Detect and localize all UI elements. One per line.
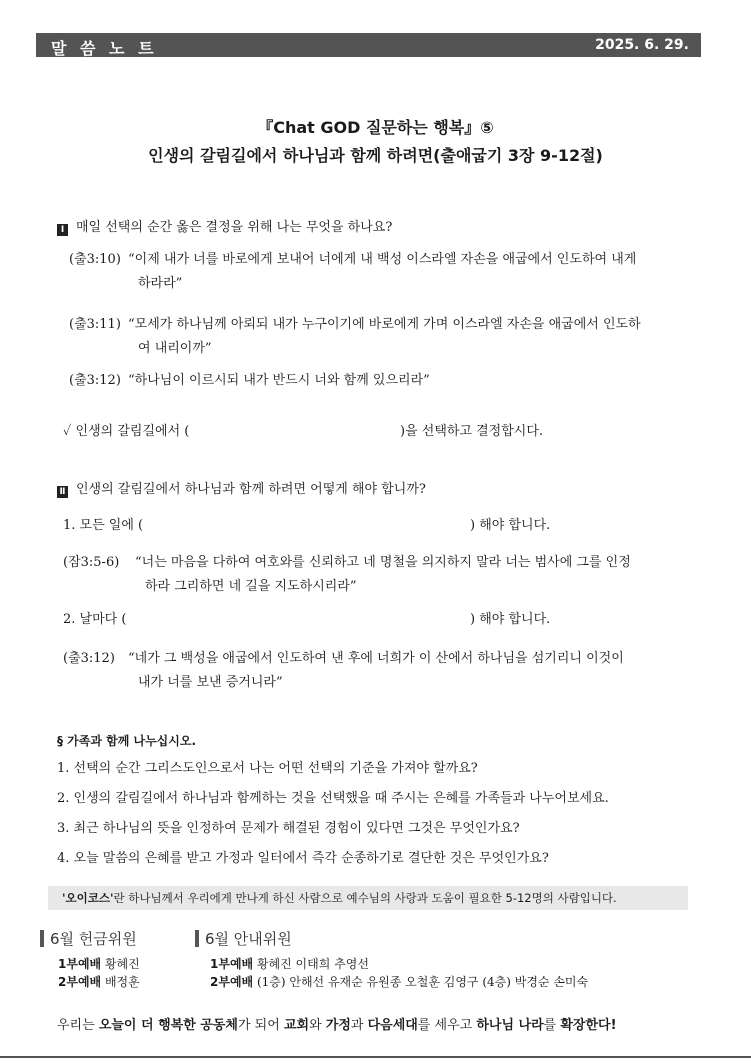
verse-text: “너는 마음을 다하여 여호와를 신뢰하고 네 명철을 의지하지 말라 너는 범사에 그를 인정 하라 그리하면 네 길을 지도하시리라” xyxy=(135,555,631,594)
offering-row: 2부예배 배정훈 xyxy=(58,975,140,989)
fill-in-1-end: ) 해야 합니다. xyxy=(470,518,551,533)
offering-heading: 6월 헌금위원 xyxy=(40,928,137,949)
verse-ref: (출3:12) xyxy=(63,651,115,666)
fill-in-2: 2. 날마다 ( xyxy=(63,612,127,627)
share-question: 3. 최근 하나님의 뜻을 인정하여 문제가 해결된 경험이 있다면 그것은 무엇인가요? xyxy=(57,821,520,836)
section1-question xyxy=(57,218,392,238)
share-question: 1. 선택의 순간 그리스도인으로서 나는 어떤 선택의 기준을 가져야 할까요? xyxy=(57,761,478,776)
check-fill-in-end: )을 선택하고 결정합시다. xyxy=(400,424,544,439)
verse-ref: (잠3:5-6) xyxy=(63,555,120,570)
church-vision: 우리는 오늘이 더 행복한 공동체가 되어 교회와 가정과 다음세대를 세우고 하나님 나라를 확장한다! xyxy=(57,1018,617,1033)
share-question: 4. 오늘 말씀의 은혜를 받고 가정과 일터에서 즉각 순종하기로 결단한 것은 무엇인가요? xyxy=(57,851,549,866)
fill-in-1: 1. 모든 일에 ( xyxy=(63,518,144,533)
footer-divider xyxy=(0,1056,751,1058)
usher-heading: 6월 안내위원 xyxy=(195,928,292,949)
verse-ref: (출3:12) xyxy=(69,373,121,388)
verse-text: “네가 그 백성을 애굽에서 인도하여 낸 후에 너희가 이 산에서 하나님을 섬기리니 이것이 내가 너를 보낸 증거니라” xyxy=(128,651,624,690)
fill-in-2-end: ) 해야 합니다. xyxy=(470,612,551,627)
header-date: 2025. 6. 29. xyxy=(595,37,689,53)
verse-text: “모세가 하나님께 아뢰되 내가 누구이기에 바로에게 가며 이스라엘 자손을 애굽에서 인도하 여 내리이까” xyxy=(128,317,641,356)
check-fill-in: ✓ 인생의 갈림길에서 ( xyxy=(63,424,190,439)
verse-ref: (출3:10) xyxy=(69,252,121,267)
section1-numeral: Ⅰ xyxy=(57,224,68,236)
header-title: 말 씀 노 트 xyxy=(51,39,158,58)
heading-bar xyxy=(195,930,199,947)
share-title: § 가족과 함께 나누십시오. xyxy=(57,734,197,748)
check-icon: ✓ xyxy=(63,424,72,439)
page-header xyxy=(36,33,701,57)
verse-ref: (출3:11) xyxy=(69,317,121,332)
section2-question xyxy=(57,480,426,500)
sermon-series-title: 『Chat GOD 질문하는 행복』⑤ xyxy=(257,118,494,137)
oikos-banner: '오이코스'란 하나님께서 우리에게 만나게 하신 사람으로 예수님의 사랑과 도움이 필요한 5-12명의 사람입니다. xyxy=(48,886,688,910)
section2-numeral: Ⅱ xyxy=(57,486,68,498)
share-question: 2. 인생의 갈림길에서 하나님과 함께하는 것을 선택했을 때 주시는 은혜를 가족들과 나누어보세요. xyxy=(57,791,609,806)
sermon-title: 인생의 갈림길에서 하나님과 함께 하려면(출애굽기 3장 9-12절) xyxy=(148,146,603,165)
verse-text: “이제 내가 너를 바로에게 보내어 너에게 내 백성 이스라엘 자손을 애굽에서 인도하여 내게 하라라” xyxy=(128,252,637,291)
usher-row: 1부예배 황혜진 이태희 추영선 xyxy=(210,957,369,971)
usher-row: 2부예배 (1층) 안해선 유재순 유원종 오철훈 김영구 (4층) 박경순 손미숙 xyxy=(210,975,589,989)
section1-question-text: 매일 선택의 순간 옳은 결정을 위해 나는 무엇을 하나요? xyxy=(76,220,393,235)
section2-question-text: 인생의 갈림길에서 하나님과 함께 하려면 어떻게 해야 합니까? xyxy=(76,482,426,497)
offering-row: 1부예배 황혜진 xyxy=(58,957,140,971)
heading-bar xyxy=(40,930,44,947)
verse-text: “하나님이 이르시되 내가 반드시 너와 함께 있으리라” xyxy=(128,373,430,388)
